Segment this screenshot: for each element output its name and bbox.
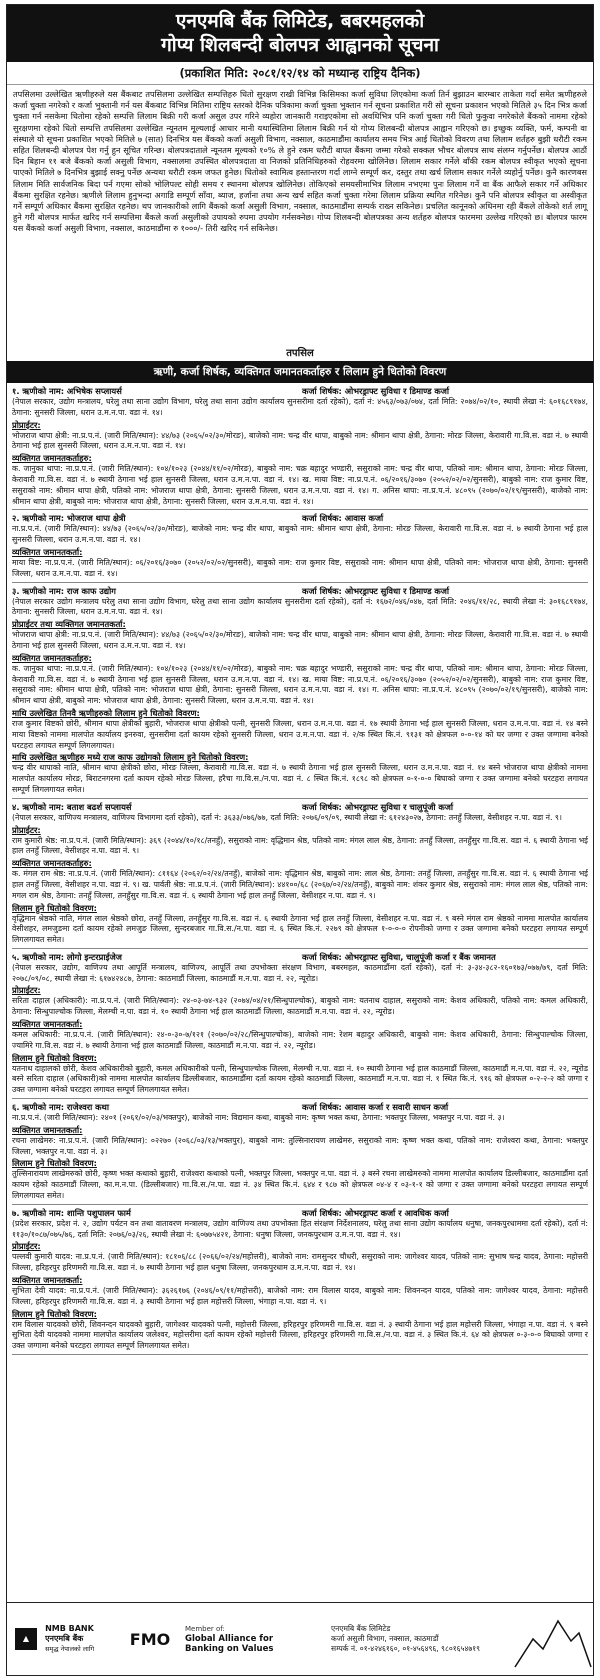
bank-address [325,1624,513,1654]
guarantor-label: व्यक्तिगत जमानतकर्ताहरु: [12,453,92,464]
proprietor-label: प्रोप्राईटर: [12,419,41,430]
collateral-label: माथि उल्लेखित तिनवै ऋणीहरुको लिलाम हुने धितोको विवरण: [12,707,200,718]
borrower-details: (नेपाल सरकार उद्योग मन्त्रालय घरेलु तथा साना उद्योग विभाग, घरेलु तथा साना उद्योग कार्यालय सुनसरीमा दर्ता रहेको), दर्ता नं: १६७२/०४६/०४७, दर्ता मिति: २०४६/११/२८, स्थायी लेखा नं: ३०१६८९१७४, ठेगाना: सुनसरी जिल्ला, धरान उ.म.न.पा. वडा नं. १४। [12,596,588,617]
guarantor-label: व्यक्तिगत जमानतकर्ता: [12,1019,83,1030]
collateral-label: लिलाम हुने धितोको विवरण: [12,1158,97,1169]
guarantor-details: क. जानुका थापा: ना.प्र.प.नं. (जारी मिति/स्थान): १०४/१०२३ (२०४४/११/०२/मोरङ), बाबुको नाम: चक्र बहादुर भण्डारी, ससुराको नाम: चन्द्र वीर थापा, पतिको नाम: श्रीमान थापा, ठेगाना: मोरङ जिल्ला, केरावारी गा.वि.स. वडा नं. ७ स्थायी ठेगाना भई हाल सुनसरी जिल्ला, धरान उ.म.न.पा. वडा नं. १४। ख. माया विष्ट: ना.प्र.प.नं. ०६/२०१६/३०७० (२०५२/०२/०२/सुनसरी), बाबुको नाम: राज कुमार विष्ट, ससुराको नाम: श्रीमान थापा क्षेत्री, पतिको नाम: भोजराज थापा क्षेत्री, ठेगाना: सुनसरी जिल्ला, धरान उ.म.न.पा. वडा नं. १४। ग. अनिस थापा: ना.प्र.प.नं. ४८०९५ (२०७०/०२/१९/सुनसरी), बाजेको नाम: श्रीमान थापा क्षेत्री, बाबुको नाम: भोजराज थापा क्षेत्री, ठेगाना: सुनसरी जिल्ला, धरान उ.म.न.पा. वडा नं. १४। [12,464,588,506]
loan-title: कर्जा शिर्षक: ओभरड्राफ्ट कर्जा र आवधिक कर्जा [302,1207,449,1218]
collateral-details: वृद्धिमान श्रेष्ठको नाति, मंगल लाल श्रेष्ठको छोरा, तनहुँ जिल्ला, तनहुँसुर गा.वि.स. वडा नं. ६ स्थायी ठेगाना भई हाल तनहुँ जिल्ला, वेसीशहर न.पा. वडा नं. ९ बस्ने मंगल राम श्रेष्ठको नाममा मालपोत कार्यालय वेसीशहर, लमजुङमा दर्ता कायम रहेको लमजुङ जिल्ला, सुन्दरबजार गा.वि.स./न.पा. वडा नं. ६ स्थित कि.नं. २२७९ को क्षेत्रफल १-०-०-० रोपनीको जग्गा र उक्त जग्गामा बनेको घरटहरा लगायत सम्पूर्ण लिगलगायत समेत। [12,913,588,945]
borrower-details: ना.प्र.प.नं. (जारी मिति/स्थान): २४०१ (२०६१/०२/०३/भक्तपुर), बाजेको नाम: विद्यमान कथा, बाबुको नाम: कृष्ण भक्त कथा, ठेगाना: भक्तपुर जिल्ला, भक्तपुर न.पा. वडा नं. ३। [12,1113,505,1123]
entry-7 [12,1205,588,1355]
collateral-details-2: चन्द्र वीर थापाको नाति, श्रीमान थापा क्षेत्रीको छोरा, मोरङ जिल्ला, केरावारी गा.वि.स. वडा नं. ७ स्थायी ठेगाना भई हाल सुनसरी जिल्ला, धरान उ.म.न.पा. वडा नं. १४ बस्ने भोजराज थापा क्षेत्रीको नाममा मालपोत कार्यालय मोरङ, बिराटनगरमा दर्ता कायम रहेको मोरङ जिल्ला, हरैचा गा.वि.स./न.पा. वडा नं. ८ स्थित कि.नं. १८९८ को क्षेत्रफल ०-१-०-० बिघाको जग्गा र उक्त जग्गामा बनेको घरटहरा लगायत सम्पूर्ण लिगलगायत समेत। [12,763,588,794]
entry-1 [12,383,588,510]
address-line3: सम्पर्क नं. ०१-४२४६१६०, ०१-४५६४९६, ९८०१६५४७१९ [331,1644,481,1653]
collateral-details: राम विलास यादवको छोरी, शिवनन्दन यादवको बुहारी, जागेश्वर यादवको पत्नी, महोत्तरी जिल्ला, हरिहरपुर हरिणमरी गा.वि.स. वडा नं. ३ स्थायी ठेगाना भई हाल महोत्तरी जिल्ला, भंगाहा न.पा. वडा नं. ९ बस्ने सुभिता देवी यादवको नाममा मालपोत कार्यालय जलेश्वर, महोत्तरीमा दर्ता कायम रहेको महोत्तरी जिल्ला, हरिहरपुर हरिणमरी गा.वि.स./न.पा. वडा नं. ३ स्थित कि.नं. ६४ को क्षेत्रफल ०-३-०-० बिघाको जग्गा र उक्त जग्गामा बनेको घरटहरा लगायत सम्पूर्ण लिगलगायत समेत। [12,1319,588,1351]
collateral-label: लिलाम हुने धितोको विवरण: [12,1052,97,1063]
collateral-label: लिलाम हुने धितोको विवरण: [12,902,97,913]
notice-title-line1: एनएमबि बैंक लिमिटेड, बबरमहलको [175,10,425,32]
loan-title: कर्जा शिर्षक: आवास कर्जा र सवारी साधन कर्जा [302,1102,449,1113]
guarantor-label: व्यक्तिगत जमानतकर्ता: [12,1275,83,1286]
entry-3 [12,583,588,799]
borrower-name: २. ऋणीको नाम: भोजराज थापा क्षेत्री [12,513,126,524]
proprietor-label: प्रोप्राईटर: [12,985,41,996]
loan-title: कर्जा शिर्षक: आवास कर्जा [302,513,384,524]
borrower-details: ना.प्र.प.नं. (जारी मिति/स्थान): ४४/७३ (२०६५/०२/३०/मोरङ), बाजेको नाम: चन्द्र वीर थापा, बाबुको नाम: श्रीमान थापा क्षेत्री, ठेगाना: मोरङ जिल्ला, केरावारी गा.वि.स. वडा नं. ७ स्थायी ठेगाना भई हाल सुनसरी जिल्ला, धरान उ.म.न.पा. वडा नं. १४। [12,524,588,545]
proprietor-details: राम कुमारी श्रेष्ठ: ना.प्र.प.नं. (जारी मिति/स्थान): ३६९ (२०४४/१०/१८/तनहुँ), ससुराको नाम: वृद्धिमान श्रेष्ठ, पतिको नाम: मंगल लाल श्रेष्ठ, ठेगाना: तनहुँ जिल्ला, तनहुँसुर गा.वि.स. वडा नं. ६ स्थायी ठेगाना भई हाल तनहुँ जिल्ला, वेसीशहर न.पा. वडा नं. ९। [12,835,588,856]
borrower-name: ६. ऋणीको नाम: राजेश्वरा कथा [12,1102,110,1113]
loan-title: कर्जा शिर्षक: ओभरड्राफ्ट सुविधा र चालुपूंजी कर्जा [302,801,454,812]
notice-title-line2: गोप्य शिलबन्दी बोलपत्र आह्वानको सूचना [161,34,439,56]
collateral-details: यतनाथ दाहालको छोरी, केशव अधिकारीको बुहारी, कमल अधिकारीको पत्नी, सिन्धुपाल्चोक जिल्ला, मेलम्ची न.पा. वडा नं. १० स्थायी ठेगाना भई हाल काठमाडौं जिल्ला, काठमाडौं म.न.पा. वडा नं. २२, न्यूरोड बस्ने सरिता दाहाल (अधिकारी)को नाममा मालपोत कार्यालय डिल्लीबजार, काठमाडौंमा दर्ता कायम रहेको काठमाडौं जिल्ला, काठमाडौं म.न.पा. वडा नं. १ स्थित कि.नं. ९१६ को क्षेत्रफल ०-२-२-२ को जग्गा र उक्त जग्गामा बनेको घरटहरा लगायत सम्पूर्ण लिगलगायत समेत। [12,1063,588,1095]
guarantor-label: व्यक्तिगत जमानतकर्ता: [12,546,83,557]
entry-2 [12,510,588,582]
borrower-details: (नेपाल सरकार, उद्योग मन्त्रालय, घरेलु तथा साना उद्योग विभाग, घरेलु तथा साना उद्योग कार्यालय सुनसरीमा दर्ता रहेको), दर्ता नं: ४५६३/०७३/०७४, दर्ता मिति: २०७४/०२/१०, स्थायी लेखा नं: ६०१६८९१७४, ठेगाना: सुनसरी जिल्ला, धरान उ.म.न.पा. वडा नं. १४। [12,397,588,417]
table-title: ऋणी, कर्जा शिर्षक, व्यक्तिगत जमानतकर्ताहरु र लिलाम हुने धितोको विवरण [7,361,593,383]
title-band [7,5,593,62]
guarantor-details: रचना लाखेमरु: ना.प्र.प.नं. (जारी मिति/स्थान): ०२२७० (२०६८/०३/१३/भक्तपुर), बाबुको नाम: तुल्सिनारायण लाखेमरु, ससुराको नाम: कृष्ण भक्त कथा, पतिको नाम: राजेश्वरा कथा, ठेगाना: भक्तपुर जिल्ला, भक्तपुर न.पा. वडा नं. ३। [12,1135,588,1156]
guarantor-details: क. जानुका थापा: ना.प्र.प.नं. (जारी मिति/स्थान): १०४/१०२३ (२०४४/११/०२/मोरङ), बाबुको नाम: चक्र बहादुर भण्डारी, ससुराको नाम: चन्द्र वीर थापा, पतिको नाम: श्रीमान थापा, ठेगाना: मोरङ जिल्ला, केरावारी गा.वि.स. वडा नं. ७ स्थायी ठेगाना भई हाल सुनसरी जिल्ला, धरान उ.म.न.पा. वडा नं. १४। ख. माया विष्ट: ना.प्र.प.नं. ०६/२०१६/३०७० (२०५२/०२/०२/सुनसरी), बाबुको नाम: राज कुमार विष्ट, ससुराको नाम: श्रीमान थापा क्षेत्री, पतिको नाम: भोजराज थापा क्षेत्री, ठेगाना: सुनसरी जिल्ला, धरान उ.म.न.पा. वडा नं. १४। ग. अनिस थापा: ना.प्र.प.नं. ४८०९५ (२०७०/०२/१९/सुनसरी), बाजेको नाम: श्रीमान थापा क्षेत्री, बाबुको नाम: भोजराज थापा क्षेत्री, ठेगाना: सुनसरी जिल्ला, धरान उ.म.न.पा. वडा नं. १४। [12,663,588,706]
nmb-tagline: समृद्ध नेपालको लागि [45,1645,95,1653]
guarantor-label: व्यक्तिगत जमानतकर्ताहरु: [12,652,92,663]
nmb-logo [7,1624,115,1654]
guarantor-details: माया विष्ट: ना.प्र.प.नं. (जारी मिति/स्थान): ०६/२०१६/३०७० (२०५२/०२/०२/सुनसरी), बाबुको नाम: राज कुमार विष्ट, ससुराको नाम: श्रीमान थापा क्षेत्री, पतिको नाम: भोजराज थापा क्षेत्री, ठेगाना: सुनसरी जिल्ला, धरान उ.म.न.पा. वडा नं. १४। [12,557,588,578]
notice [6,4,594,1676]
loan-title: कर्जा शिर्षक: ओभरड्राफ्ट सुविधा र डिमाण्ड कर्जा [302,585,450,596]
nmb-name-np: एनएमबि बैंक [45,1634,84,1643]
member-of-label: Member of: [185,1624,225,1633]
borrower-details: (नेपाल सरकार, वाणिज्य मन्त्रालय, वाणिज्य विभागमा दर्ता रहेको), दर्ता नं: ३६३३/०७६/७७, दर्ता मिति: २०७६/०९/०९, स्थायी लेखा नं: ६१२४३०२७, ठेगाना: तनहुँ जिल्ला, वेसीशहर न.पा. वडा नं. ९। [12,812,562,822]
section-label: तपसिल [286,348,314,359]
loan-title: कर्जा शिर्षक: ओभरड्राफ्ट सुविधा, चालुपूंजी कर्जा र बैंक जमानत [302,951,496,962]
entry-6 [12,1099,588,1205]
entry-5 [12,949,588,1099]
borrower-name: ७. ऋणीको नाम: शान्ति पशुपालन फार्म [12,1207,131,1218]
borrower-name: ५. ऋणीको नाम: लोगो इन्टरप्राईजेज [12,951,122,962]
proprietor-details: पल्लवी कुमारी यादव: ना.प्र.प.नं. (जारी मिति/स्थान): १८१०६/८८ (२०६६/०२/२४/महोत्तरी), बाजेको नाम: रामसुन्दर चौधरी, ससुराको नाम: जागेश्वर यादव, पतिको नाम: सुभाष चन्द्र यादव, ठेगाना: महोत्तरी जिल्ला, हरिहरपुर हरिणमरी गा.वि.स. वडा नं. ७ स्थायी ठेगाना भई हाल धनुषा जिल्ला, जनकपुरधाम उ.म.न.पा. वडा नं. १४। [12,1252,588,1273]
proprietor-details: भोजराज थापा क्षेत्री: ना.प्र.प.नं. (जारी मिति/स्थान): ४४/७३ (२०६५/०२/३०/मोरङ), बाजेको नाम: चन्द्र वीर थापा, बाबुको नाम: श्रीमान थापा क्षेत्री, ठेगाना: मोरङ जिल्ला, केरावारी गा.वि.स. वडा नं. ७ स्थायी ठेगाना भई हाल सुनसरी जिल्ला, धरान उ.म.न.पा. वडा नं. १४। [12,430,588,451]
guarantor-label: व्यक्तिगत जमानतकर्ताहरु: [12,858,92,869]
borrower-name: १. ऋणीको नाम: अभिषेक सप्लायर्स [12,386,122,396]
gabv-logo [185,1625,325,1654]
publication-date: (प्रकाशित मिति: २०८१/१२/१४ को मध्यान्ह राष्ट्रिय दैनिक) [7,62,593,85]
intro-paragraph: तपसिलमा उल्लेखित ऋणीहरुले यस बैंकबाट तपसिलमा उल्लेखित सम्पत्तिहरु धितो सुरक्षण राखी विभिन्न किसिमका कर्जा सुविधा लिएकोमा कर्जा तिर्न बुझाउन बारम्बार ताकेता गर्दा समेत ऋणीहरुले कर्जा चुक्ता नगरेको र कर्जा भुक्तानी गर्न यस बैंकबाट विभिन्न मितिमा राष्ट्रिय स्तरको दैनिक पत्रिकामा कर्जा चुक्ता भुक्तान गर्न सूचना प्रकाशित गरी सो सूचना प्रकाशन भएको मितिले ३५ दिन भित्र कर्जा चुक्ता गर्न नसकेमा धितोमा रहेको सम्पत्ति लिलाम बिक्री गरी कर्जा असुल उपर गरिने व्यहोरा जानकारी गराइएकोमा सो अवधिभित्र पनि कर्जा चुक्ता गरी धितो फुकुवा नगरेकोले बैंकको नाममा रहेको सुरक्षणमा रहेको धितो सम्पत्ति तपसिलमा उल्लेखित न्यूनतम मूल्यलाई आधार मानी यथास्थितिमा लिलाम बिक्री गर्न यो गोप्य शिलबन्दी बोलपत्र आह्वान गरिएको छ। इच्छुक व्यक्ति, फर्म, कम्पनी वा संस्थाले यो सूचना प्रकाशित भएको मितिले ७ (सात) दिनभित्र यस बैंकको कर्जा असुली विभाग, नक्साल, काठमाडौंमा कार्यालय समय भित्र आई धितोको विवरण तथा लिलाम शर्तहरु बुझी धरौटी रकम सहित शिलबन्दी बोलपत्र पेश गर्नु हुन सूचित गरिन्छ। बोलपत्रदाताले न्यूनतम मूल्यको १०% ले हुने रकम धरौटी बापत बैंकमा जम्मा गरेको सक्कल भौचर बोलपत्र साथ संलग्न गर्नुपर्नेछ। बोलपत्र आठौं दिन बिहान ११ बजे बैंकको कर्जा असुली विभाग, नक्सालमा उपस्थित बोलपत्रदाता वा निजको प्रतिनिधिहरुको रोहवरमा खोलिनेछ। लिलाम सकार गर्नेले बाँकी रकम बोलपत्र स्वीकृत भएको सूचना पाएको मितिले ७ दिनभित्र बुझाई सक्नु पर्नेछ अन्यथा धरौटी रकम जफत हुनेछ। धितोको स्वामित्व हस्तान्तरण गर्दा लाग्ने सम्पूर्ण कर, दस्तुर तथा खर्च लिलाम सकार गर्नेले व्यहोर्नु पर्नेछ। कुनै कारणबस लिलाम मिति सार्वजनिक बिदा पर्न गएमा सोको भोलिपल्ट सोही समय र स्थानमा बोलपत्र खोलिनेछ। तोकिएको समयसीमाभित्र लिलाम नभएमा पुनः लिलाम गर्ने वा बैंक आफैले सकार गर्ने अधिकार बैंकमा सुरक्षित रहनेछ। ऋणीले लिलाम हुनुभन्दा अगाडि सम्पूर्ण साँवा, ब्याज, हर्जाना तथा अन्य खर्च सहित कर्जा चुक्ता गरेमा लिलाम प्रक्रिया स्थगित गरिनेछ। कुनै पनि बोलपत्र स्वीकृत वा अस्वीकृत गर्ने सम्पूर्ण अधिकार बैंकमा सुरक्षित रहनेछ। थप जानकारीको लागि बैंकको कर्जा असुली विभाग, नक्साल, काठमाडौंमा सम्पर्क राख्न सकिनेछ। प्रचलित कानूनको अधिनमा रही बैंकले तोकेको शर्त लागू हुने गरी बोलपत्र मार्फत खरिद गर्न सम्पत्तिमा बैंकले कर्जा असुलीको उपायको रुपमा उपयोग गर्नसक्नेछ। गोप्य शिलबन्दी बोलपत्रका अन्य शर्तहरु बोलपत्र फारममा उल्लेख गरिएको छ। बोलपत्र फारम यस बैंकको कर्जा असुली विभाग, नक्साल, काठमाडौंमा रु १०००/- तिरी खरिद गर्न सकिनेछ। [13,89,587,234]
collateral-details: राज कुमार विष्टको छोरी, श्रीमान थापा क्षेत्रीको बुहारी, भोजराज थापा क्षेत्रीको पत्नी, सुनसरी जिल्ला, धरान उ.म.न.पा. वडा नं. १७ स्थायी ठेगाना भई हाल सुनसरी जिल्ला, धरान उ.म.न.पा. वडा नं. १४ बस्ने माया विष्टको नाममा मालपोत कार्यालय इनरुवा, सुनसरीमा दर्ता कायम रहेको सुनसरी जिल्ला, धरान उ.म.न.पा. वडा नं. २/क स्थित कि.नं. ९१३१ को क्षेत्रफल ०-०-१४ को घर जग्गा र उक्त जग्गामा बनेको घरटहरा लगायत सम्पूर्ण लिगलगायत। [12,718,588,750]
collateral-details: तुल्सिनारायण लाखेमरुको छोरी, कृष्ण भक्त कथाको बुहारी, राजेश्वरा कथाको पत्नी, भक्तपुर जिल्ला, भक्तपुर न.पा. वडा नं. ३ बस्ने रचना लाखेमरुको नाममा मालपोत कार्यालय डिल्लीबजार, काठमाडौंमा दर्ता कायम रहेको काठमाडौं जिल्ला, का.म.न.पा. (डिल्लीबजार) गा.वि.स./न.पा. वडा नं. ३४ स्थित कि.नं. ६४४ र ९८७ को क्षेत्रफल ०४-४ र ०३-१-१ को जग्गा र उक्त जग्गामा बनेको घरटहरा लगायत सम्पूर्ण लिगलगायत समेत। [12,1169,588,1201]
guarantor-details: कमल अधिकारी: ना.प्र.प.नं. (जारी मिति/स्थान): २४-०-३०-७/१२१ (२०७०/०२/२८/सिन्धुपाल्चोक), बाजेको नाम: रेशम बहादुर अधिकारी, बाबुको नाम: केशव अधिकारी, ठेगाना: सिन्धुपाल्चोक जिल्ला, ज्यामिरे गा.वि.स. वडा नं. ७ स्थायी ठेगाना भई हाल काठमाडौं जिल्ला, काठमाडौं म.न.पा. वडा नं. २२, न्यूरोड। [12,1030,588,1050]
gabv-line1: Global Alliance for [185,1633,274,1644]
borrower-name: ३. ऋणीको नाम: राज काफ उद्योग [12,585,116,596]
mountain-icon [513,1609,593,1669]
nmb-name-en: NMB BANK [45,1624,94,1633]
address-line2: कर्जा असुली विभाग, नक्साल, काठमाडौं [331,1634,439,1643]
borrower-details: (नेपाल सरकार, उद्योग, वाणिज्य तथा आपूर्ति मन्त्रालय, वाणिज्य, आपूर्ति तथा उपभोक्ता संरक्षण विभाग, बबरमहल, काठमाडौंमा दर्ता रहेको), दर्ता नं: ३-३४-३८२-१६०१७३/०७७/७९, दर्ता मिति: २०७८/०९/०८, स्थायी लेखा नं: ६१७४२४८७, ठेगाना: काठमाडौं जिल्ला, काठमाडौं म.न.पा. वडा नं. २२, न्यूरोड। [12,962,588,983]
proprietor-label: प्रोप्राईटर: [12,824,41,835]
borrower-details: (प्रदेश सरकार, प्रदेश नं. २, उद्योग पर्यटन वन तथा वातावरण मन्त्रालय, उद्योग वाणिज्य तथा उपभोक्ता हित संरक्षण निर्देशनालय, घरेलु तथा साना उद्योग कार्यालय धनुषा, जनकपुरधाममा दर्ता रहेको), दर्ता नं: ११३०/१०८७/०७५/७६, दर्ता मिति: २०७६/०३/२६, स्थायी लेखा नं: ६०७७५४२१, ठेगाना: धनुषा जिल्ला, जनकपुरधाम उ.म.न.पा. वडा नं. १४। [12,1218,588,1239]
guarantor-label: व्यक्तिगत जमानतकर्ता: [12,1124,83,1135]
nmb-mark-icon: ▲ [15,1628,37,1650]
footer [7,1602,593,1675]
fmo-logo [115,1630,185,1649]
collateral-label-2: माथि उल्लेखित ऋणीहरु मध्ये राज काफ उद्योगको लिलाम हुने धितोको विवरण: [12,752,249,763]
entries-list [7,383,593,1355]
proprietor-details: सरिता दाहाल (अधिकारी): ना.प्र.प.नं. (जारी मिति/स्थान): २४-०३-७४-९३२ (२०७४/०४/२१/सिन्धुपाल्चोक), बाबुको नाम: यतनाथ दाहाल, ससुराको नाम: केशव अधिकारी, पतिको नाम: कमल अधिकारी, ठेगाना: सिन्धुपाल्चोक जिल्ला, मेलम्ची न.पा. वडा नं. १० स्थायी ठेगाना भई हाल काठमाडौं जिल्ला, काठमाडौं म.न.पा. वडा नं. २२, न्यूरोड। [12,996,588,1017]
borrower-name: ४. ऋणीको नाम: बताश बढर्श सप्लायर्स [12,801,132,812]
gabv-line2: Banking on Values [185,1643,274,1654]
guarantor-details: सुभिता देवी यादव: ना.प्र.प.नं. (जारी मिति/स्थान): ३६२६१७६ (२०४६/०९/११/महोत्तरी), बाजेको नाम: राम विलास यादव, बाबुको नाम: शिवनन्दन यादव, पतिको नाम: जागेश्वर यादव, ठेगाना: महोत्तरी जिल्ला, हरिहरपुर हरिणमरी गा.वि.स. वडा नं. ३ स्थायी ठेगाना भई हाल महोत्तरी जिल्ला, भंगाहा न.पा. वडा नं. ९। [12,1286,588,1306]
proprietor-details: भोजराज थापा क्षेत्री: ना.प्र.प.नं. (जारी मिति/स्थान): ४४/७३ (२०६५/०२/३०/मोरङ), बाजेको नाम: चन्द्र वीर थापा, बाबुको नाम: श्रीमान थापा क्षेत्री, ठेगाना: मोरङ जिल्ला, केरावारी गा.वि.स. वडा नं. ७ स्थायी ठेगाना भई हाल सुनसरी जिल्ला, धरान उ.म.न.पा. वडा नं. १४। [12,630,588,650]
guarantor-details: क. मंगल राम श्रेष्ठ: ना.प्र.प.नं. (जारी मिति/स्थान): ८११६४ (२०६२/०२/२४/तनहुँ), बाजेको नाम: वृद्धिमान श्रेष्ठ, बाबुको नाम: लाल श्रेष्ठ, ठेगाना: तनहुँ जिल्ला, तनहुँसुर गा.वि.स. वडा नं. ६ स्थायी ठेगाना भई हाल तनहुँ जिल्ला, वेसीशहर न.पा. वडा नं. ९। ख. पार्वती श्रेष्ठ: ना.प्र.प.नं. (जारी मिति/स्थान): ४४१००/६८ (२०६७/०२/२४/तनहुँ), बाबुको नाम: शंकर कुमार श्रेष्ठ, ससुराको नाम: मंगल लाल श्रेष्ठ, पतिको नाम: मगल राम श्रेष्ठ, ठेगाना: तनहुँ जिल्ला, तनहुँसुर गा.वि.स. वडा नं. ६ स्थायी ठेगाना भई हाल तनहुँ जिल्ला, वेसीशहर न.पा. वडा नं. ९। [12,869,588,900]
collateral-label: लिलाम हुने धितोको विवरण: [12,1308,97,1319]
fmo-text: FMO [129,1629,171,1649]
proprietor-label: प्रोप्राईटर तथा व्यक्तिगत जमानतकर्ता: [12,619,126,630]
proprietor-label: प्रोप्राईटर: [12,1241,41,1252]
loan-title: कर्जा शिर्षक: ओभरड्राफ्ट सुविधा र डिमाण्ड कर्जा [302,386,450,396]
entry-4 [12,799,588,949]
address-line1: एनएमबि बैंक लिमिटेड [331,1624,391,1633]
